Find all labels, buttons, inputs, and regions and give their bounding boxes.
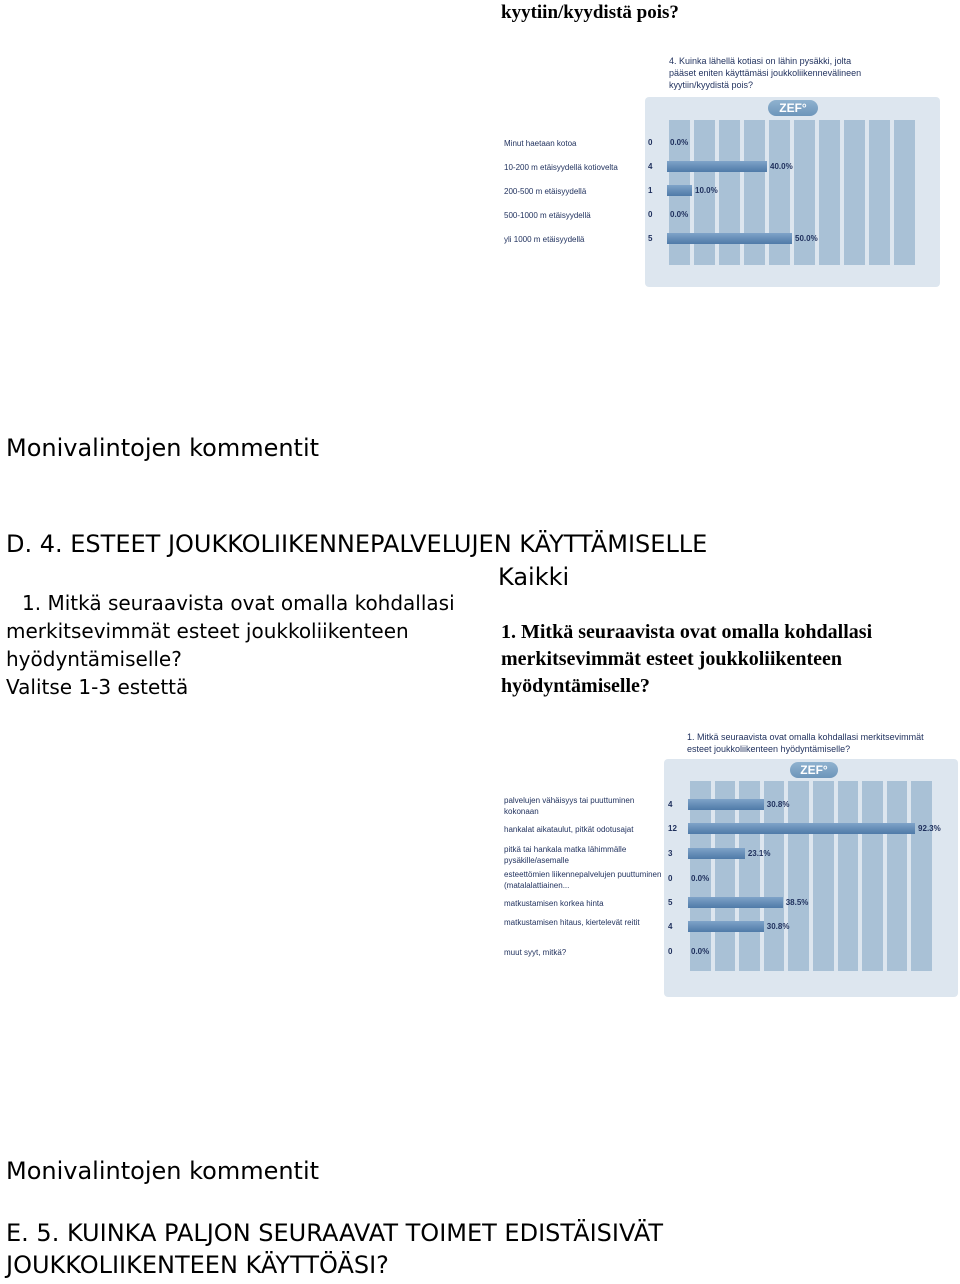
grid-column xyxy=(894,120,915,265)
count-label: 3 xyxy=(668,849,673,858)
grid-column xyxy=(813,781,834,971)
question-line: hyödyntämiselle? xyxy=(6,647,182,671)
category-label: pitkä tai hankala matka lähimmälle pysäkille/asemalle xyxy=(504,845,627,865)
bar xyxy=(667,233,792,244)
count-label: 4 xyxy=(648,162,653,171)
category-label: esteettömien liikennepalvelujen puuttuminen (matalalattiainen... xyxy=(504,870,662,890)
count-label: 0 xyxy=(668,947,673,956)
zef-logo: ZEF° xyxy=(768,100,818,116)
category-label: 500-1000 m etäisyydellä xyxy=(504,211,591,220)
count-label: 5 xyxy=(668,898,673,907)
value-label: 0.0% xyxy=(670,210,689,219)
category-label: matkustamisen hitaus, kiertelevät reitit xyxy=(504,918,640,927)
question-line: 1. Mitkä seuraavista ovat omalla kohdallasi xyxy=(501,621,873,643)
question-line: 1. Mitkä seuraavista ovat omalla kohdallasi xyxy=(22,591,455,615)
count-label: 4 xyxy=(668,800,673,809)
chart-title-line: 4. Kuinka lähellä kotiasi on lähin pysäkki, jolta xyxy=(669,56,852,66)
section-heading: JOUKKOLIIKENTEEN KÄYTTÖÄSI? xyxy=(6,1251,389,1279)
chart-title-line: 1. Mitkä seuraavista ovat omalla kohdallasi merkitsevimmät xyxy=(687,732,924,742)
bar xyxy=(688,799,764,810)
category-label: Minut haetaan kotoa xyxy=(504,139,577,148)
category-label: 200-500 m etäisyydellä xyxy=(504,187,587,196)
grid-column xyxy=(862,781,883,971)
bar xyxy=(688,848,745,859)
grid-column xyxy=(838,781,859,971)
category-label: matkustamisen korkea hinta xyxy=(504,899,604,908)
filter-label: Kaikki xyxy=(498,563,570,591)
category-label: palvelujen vähäisyys tai puuttuminen kokonaan xyxy=(504,796,635,816)
count-label: 0 xyxy=(648,138,653,147)
value-label: 30.8% xyxy=(766,922,790,931)
section-heading: D. 4. ESTEET JOUKKOLIIKENNEPALVELUJEN KÄYTTÄMISELLE xyxy=(6,530,708,558)
bar xyxy=(667,161,767,172)
chart-title-line: pääset eniten käyttämäsi joukkoliikennevälineen xyxy=(669,68,862,78)
grid-column xyxy=(869,120,890,265)
value-label: 30.8% xyxy=(766,800,790,809)
zef-logo: ZEF° xyxy=(790,762,838,778)
category-label: hankalat aikataulut, pitkät odotusajat xyxy=(504,825,634,834)
bar xyxy=(688,823,915,834)
value-label: 10.0% xyxy=(695,186,718,195)
count-label: 0 xyxy=(668,874,673,883)
category-label: yli 1000 m etäisyydellä xyxy=(504,235,585,244)
count-label: 12 xyxy=(668,824,677,833)
grid-column xyxy=(819,120,840,265)
question-line: hyödyntämiselle? xyxy=(501,675,650,697)
grid-column xyxy=(785,781,809,971)
value-label: 38.5% xyxy=(785,898,809,907)
comments-heading: Monivalintojen kommentit xyxy=(6,434,320,462)
section-heading: E. 5. KUINKA PALJON SEURAAVAT TOIMET EDISTÄISIVÄT xyxy=(6,1219,664,1247)
count-label: 1 xyxy=(648,186,653,195)
grid-column xyxy=(794,120,815,265)
count-label: 0 xyxy=(648,210,653,219)
question-fragment: kyytiin/kyydistä pois? xyxy=(501,2,679,23)
value-label: 40.0% xyxy=(770,162,793,171)
bar xyxy=(688,921,764,932)
value-label: 0.0% xyxy=(691,874,710,883)
grid-column xyxy=(887,781,908,971)
category-label: 10-200 m etäisyydellä kotiovelta xyxy=(504,163,618,172)
count-label: 4 xyxy=(668,922,673,931)
value-label: 23.1% xyxy=(747,849,771,858)
chart-title-line: esteet joukkoliikenteen hyödyntämiselle? xyxy=(687,744,851,754)
count-label: 5 xyxy=(648,234,653,243)
value-label: 0.0% xyxy=(691,947,710,956)
grid-column xyxy=(844,120,865,265)
question-line: merkitsevimmät esteet joukkoliikenteen xyxy=(6,619,409,643)
value-label: 92.3% xyxy=(918,824,941,833)
value-label: 0.0% xyxy=(670,138,689,147)
question-line: merkitsevimmät esteet joukkoliikenteen xyxy=(501,648,843,670)
value-label: 50.0% xyxy=(795,234,818,243)
grid-column xyxy=(911,781,932,971)
comments-heading: Monivalintojen kommentit xyxy=(6,1157,320,1185)
category-label: muut syyt, mitkä? xyxy=(504,948,567,957)
grid-column xyxy=(764,781,785,971)
bar xyxy=(688,897,783,908)
question-hint: Valitse 1-3 estettä xyxy=(6,675,189,699)
bar xyxy=(667,185,692,196)
chart-title-line: kyytiin/kyydistä pois? xyxy=(669,80,754,90)
